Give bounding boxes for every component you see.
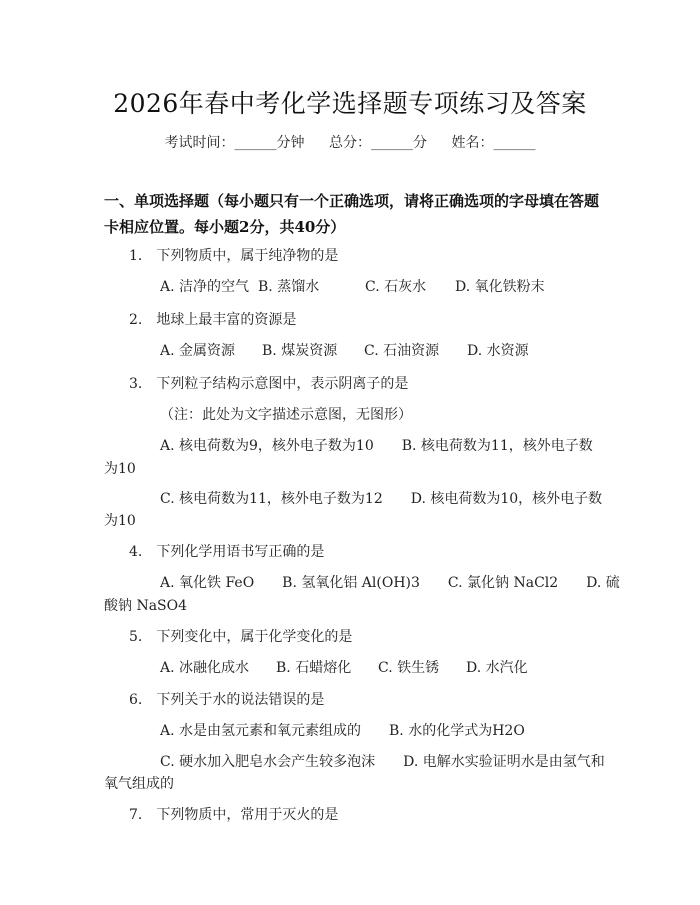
question-3-stem: 3. 下列粒子结构示意图中，表示阴离子的是: [129, 376, 409, 392]
total-score-field: 总分：______分: [329, 135, 427, 151]
question-3-options-cd: C. 核电荷数为11，核外电子数为12 D. 核电荷数为10，核外电子数: [160, 491, 603, 507]
question-1-stem: 1. 下列物质中，属于纯净物的是: [129, 248, 339, 264]
q1-option-d: D. 氧化铁粉末: [455, 279, 545, 295]
exam-time-field: 考试时间：______分钟: [164, 135, 305, 151]
question-5-options: [160, 657, 528, 677]
question-6-options-cd: C. 硬水加入肥皂水会产生较多泡沫 D. 电解水实验证明水是由氢气和: [160, 754, 605, 770]
q1-option-a: A. 洁净的空气: [160, 279, 250, 295]
q5-option-d: D. 水汽化: [466, 660, 528, 676]
question-4-stem: 4. 下列化学用语书写正确的是: [129, 544, 325, 560]
section-heading: 一、单项选择题（每小题只有一个正确选项，请将正确选项的字母填在答题卡相应位置。每小题2分，共40分）: [104, 192, 600, 236]
question-4-options: A. 氧化铁 FeO B. 氢氧化铝 Al(OH)3 C. 氯化钠 NaCl2 D. 硫: [160, 575, 620, 591]
q1-option-b: B. 蒸馏水: [258, 279, 320, 295]
question-3-options-cd-wrap: 为10: [104, 513, 136, 529]
exam-meta: [0, 132, 700, 152]
question-3-options-ab-wrap: 为10: [104, 461, 136, 477]
q2-option-d: D. 水资源: [467, 343, 529, 359]
question-3-note: （注：此处为文字描述示意图，无图形）: [160, 407, 412, 423]
student-name-field: 姓名：______: [451, 135, 536, 151]
q5-option-b: B. 石蜡熔化: [276, 660, 352, 676]
q2-option-b: B. 煤炭资源: [262, 343, 338, 359]
question-1-options: [160, 276, 545, 296]
question-6-stem: 6. 下列关于水的说法错误的是: [129, 692, 325, 708]
question-2-options: [160, 340, 529, 360]
question-4-options-wrap: 酸钠 NaSO4: [104, 598, 188, 614]
q2-option-c: C. 石油资源: [364, 343, 440, 359]
question-3-options-ab: A. 核电荷数为9，核外电子数为10 B. 核电荷数为11，核外电子数: [160, 438, 593, 454]
document-title: 2026年春中考化学选择题专项练习及答案: [113, 89, 587, 118]
question-6-options-ab: A. 水是由氢元素和氧元素组成的 B. 水的化学式为H2O: [160, 723, 525, 739]
q2-option-a: A. 金属资源: [160, 343, 236, 359]
question-2-stem: 2. 地球上最丰富的资源是: [129, 312, 297, 328]
q5-option-c: C. 铁生锈: [378, 660, 440, 676]
question-7-stem: 7. 下列物质中，常用于灭火的是: [129, 807, 339, 823]
question-6-options-cd-wrap: 氧气组成的: [104, 776, 174, 792]
question-5-stem: 5. 下列变化中，属于化学变化的是: [129, 629, 353, 645]
q1-option-c: C. 石灰水: [365, 279, 427, 295]
q5-option-a: A. 冰融化成水: [160, 660, 250, 676]
